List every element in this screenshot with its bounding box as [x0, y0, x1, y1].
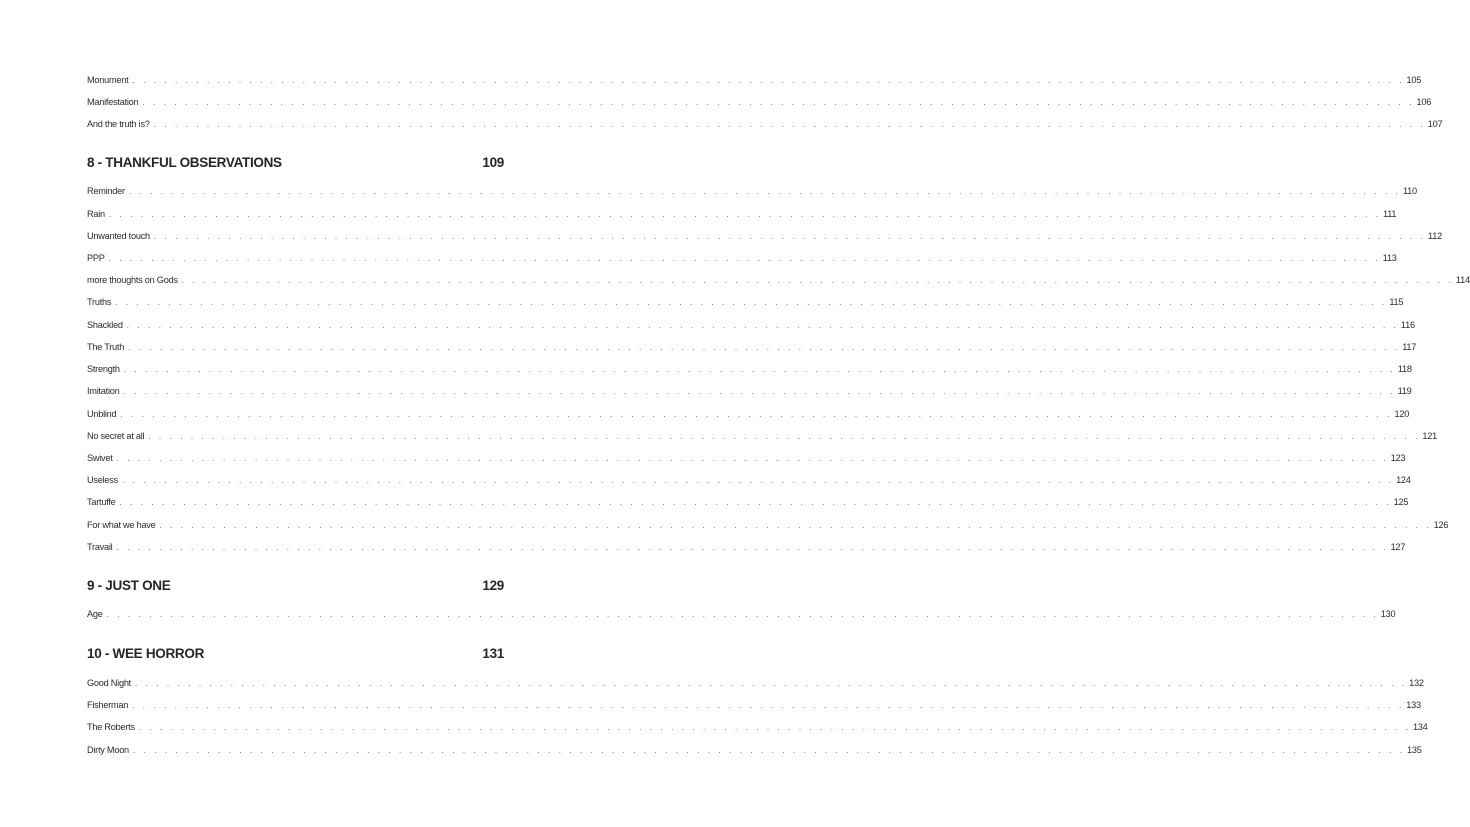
chapter-page-number: 109: [482, 155, 504, 170]
dot-leader: . . . . . . . . . . . . . . . . . . . . . . . . . . . . . . . . . . . . . . . . . . . . . . . . . . . . . . . . . . . . . . . . . . . . . . . . . . . . . . . . . . . . . . . . . . . . . . . . . . . . . . . . . . . . . . . . . . . . . . . .: [134, 679, 1408, 688]
entry-title: Strength: [87, 364, 120, 374]
entry-page-number: 134: [1412, 722, 1428, 732]
entry-title: PPP: [87, 253, 105, 263]
dot-leader: . . . . . . . . . . . . . . . . . . . . . . . . . . . . . . . . . . . . . . . . . . . . . . . . . . . . . . . . . . . . . . . . . . . . . . . . . . . . . . . . . . . . . . . . . . . . . . . . . . . . . . . . . . . . . . . . . . . . . . . .: [123, 387, 1396, 396]
toc-entry: [87, 452, 1406, 465]
toc-entry: [87, 677, 1424, 690]
toc-entry: [87, 474, 1411, 487]
entry-title: Imitation: [87, 386, 120, 396]
entry-title: Good Night: [87, 678, 131, 688]
entry-title: No secret at all: [87, 431, 145, 441]
dot-leader: . . . . . . . . . . . . . . . . . . . . . . . . . . . . . . . . . . . . . . . . . . . . . . . . . . . . . . . . . . . . . . . . . . . . . . . . . . . . . . . . . . . . . . . . . . . . . . . . . . . . . . . . . . . . . . . . . . . . . . . .: [123, 365, 1396, 374]
entry-page-number: 132: [1409, 678, 1424, 688]
toc-chapter-heading: [87, 646, 504, 662]
toc-chapter-heading: [87, 155, 504, 171]
entry-page-number: 115: [1389, 297, 1404, 307]
entry-page-number: 117: [1402, 342, 1417, 352]
entry-page-number: 121: [1422, 431, 1437, 441]
entry-title: Truths: [87, 297, 112, 307]
entry-page-number: 113: [1382, 253, 1397, 263]
entry-title: Unwanted touch: [87, 231, 150, 241]
toc-entry: [87, 274, 1470, 287]
toc-entry: [87, 185, 1417, 198]
entry-page-number: 106: [1416, 97, 1432, 107]
dot-leader: . . . . . . . . . . . . . . . . . . . . . . . . . . . . . . . . . . . . . . . . . . . . . . . . . . . . . . . . . . . . . . . . . . . . . . . . . . . . . . . . . . . . . . . . . . . . . . . . . . . . . . . . . . . . . . . . . . . . . . . .: [128, 343, 1401, 352]
entry-title: Travail: [87, 542, 113, 552]
entry-title: And the truth is?: [87, 119, 150, 129]
toc-entry: [87, 496, 1409, 509]
dot-leader: . . . . . . . . . . . . . . . . . . . . . . . . . . . . . . . . . . . . . . . . . . . . . . . . . . . . . . . . . . . . . . . . . . . . . . . . . . . . . . . . . . . . . . . . . . . . . . . . . . . . . . . . . . . . . . . . . . . . . . . .: [116, 454, 1389, 463]
entry-title: Dirty Moon: [87, 745, 129, 755]
toc-entry: [87, 385, 1412, 398]
toc-entry: [87, 608, 1396, 621]
chapter-title: 10 - WEE HORROR: [87, 646, 205, 661]
entry-title: Monument: [87, 75, 129, 85]
toc-entry: [87, 408, 1410, 421]
toc-entry: [87, 744, 1422, 757]
entry-page-number: 135: [1407, 745, 1422, 755]
entry-title: Tartuffe: [87, 497, 116, 507]
toc-entry: [87, 341, 1417, 354]
toc-entry: [87, 252, 1397, 265]
dot-leader: . . . . . . . . . . . . . . . . . . . . . . . . . . . . . . . . . . . . . . . . . . . . . . . . . . . . . . . . . . . . . . . . . . . . . . . . . . . . . . . . . . . . . . . . . . . . . . . . . . . . . . . . . . . . . . . . . . . . . . . .: [126, 321, 1399, 330]
entry-title: Reminder: [87, 186, 125, 196]
entry-page-number: 133: [1406, 700, 1421, 710]
chapter-page-number: 129: [482, 578, 504, 593]
entry-title: Manifestation: [87, 97, 139, 107]
entry-page-number: 105: [1406, 75, 1422, 85]
toc-entry: [87, 208, 1397, 221]
entry-title: Age: [87, 609, 103, 619]
entry-page-number: 114: [1455, 275, 1470, 285]
chapter-page-number: 131: [482, 646, 504, 661]
toc-entry: [87, 96, 1432, 109]
dot-leader: . . . . . . . . . . . . . . . . . . . . . . . . . . . . . . . . . . . . . . . . . . . . . . . . . . . . . . . . . . . . . . . . . . . . . . . . . . . . . . . . . . . . . . . . . . . . . . . . . . . . . . . . . . . . . . . . . . . . . . . .: [108, 254, 1381, 263]
dot-leader: . . . . . . . . . . . . . . . . . . . . . . . . . . . . . . . . . . . . . . . . . . . . . . . . . . . . . . . . . . . . . . . . . . . . . . . . . . . . . . . . . . . . . . . . . . . . . . . . . . . . . . . . . . . . . . . . . . . . . . . .: [121, 476, 1395, 485]
dot-leader: . . . . . . . . . . . . . . . . . . . . . . . . . . . . . . . . . . . . . . . . . . . . . . . . . . . . . . . . . . . . . . . . . . . . . . . . . . . . . . . . . . . . . . . . . . . . . . . . . . . . . . . . . . . . . . . . . . . . . . . .: [148, 432, 1421, 441]
entry-page-number: 127: [1390, 542, 1406, 552]
entry-page-number: 110: [1402, 186, 1417, 196]
entry-page-number: 124: [1396, 475, 1411, 485]
entry-title: Useless: [87, 475, 118, 485]
toc-entry: [87, 541, 1406, 554]
toc-entry: [87, 430, 1437, 443]
entry-title: Rain: [87, 209, 105, 219]
entry-title: Shackled: [87, 320, 123, 330]
entry-title: The Roberts: [87, 722, 135, 732]
entry-page-number: 118: [1397, 364, 1412, 374]
dot-leader: . . . . . . . . . . . . . . . . . . . . . . . . . . . . . . . . . . . . . . . . . . . . . . . . . . . . . . . . . . . . . . . . . . . . . . . . . . . . . . . . . . . . . . . . . . . . . . . . . . . . . . . . . . . . . . . . . . . . . . . .: [106, 610, 1379, 619]
toc-entry: [87, 230, 1442, 243]
chapter-title: 9 - JUST ONE: [87, 578, 171, 593]
dot-leader: . . . . . . . . . . . . . . . . . . . . . . . . . . . . . . . . . . . . . . . . . . . . . . . . . . . . . . . . . . . . . . . . . . . . . . . . . . . . . . . . . . . . . . . . . . . . . . . . . . . . . . . . . . . . . . . . . . . . . . . .: [115, 298, 1388, 307]
toc-entry: [87, 699, 1421, 712]
toc-entry: [87, 118, 1443, 131]
entry-title: more thoughts on Gods: [87, 275, 178, 285]
entry-page-number: 120: [1394, 409, 1410, 419]
entry-page-number: 119: [1397, 386, 1412, 396]
dot-leader: . . . . . . . . . . . . . . . . . . . . . . . . . . . . . . . . . . . . . . . . . . . . . . . . . . . . . . . . . . . . . . . . . . . . . . . . . . . . . . . . . . . . . . . . . . . . . . . . . . . . . . . . . . . . . . . . . . . . . . . .: [142, 98, 1415, 107]
entry-title: Unblind: [87, 409, 117, 419]
toc-entry: [87, 363, 1412, 376]
toc-chapter-heading: [87, 578, 504, 594]
entry-page-number: 125: [1393, 497, 1409, 507]
dot-leader: . . . . . . . . . . . . . . . . . . . . . . . . . . . . . . . . . . . . . . . . . . . . . . . . . . . . . . . . . . . . . . . . . . . . . . . . . . . . . . . . . . . . . . . . . . . . . . . . . . . . . . . . . . . . . . . . . . . . . . . .: [116, 543, 1389, 552]
toc-entry: [87, 296, 1404, 309]
dot-leader: . . . . . . . . . . . . . . . . . . . . . . . . . . . . . . . . . . . . . . . . . . . . . . . . . . . . . . . . . . . . . . . . . . . . . . . . . . . . . . . . . . . . . . . . . . . . . . . . . . . . . . . . . . . . . . . . . . . . . . . .: [120, 410, 1393, 419]
dot-leader: . . . . . . . . . . . . . . . . . . . . . . . . . . . . . . . . . . . . . . . . . . . . . . . . . . . . . . . . . . . . . . . . . . . . . . . . . . . . . . . . . . . . . . . . . . . . . . . . . . . . . . . . . . . . . . . . . . . . . . . .: [159, 521, 1432, 530]
entry-title: Swivet: [87, 453, 113, 463]
dot-leader: . . . . . . . . . . . . . . . . . . . . . . . . . . . . . . . . . . . . . . . . . . . . . . . . . . . . . . . . . . . . . . . . . . . . . . . . . . . . . . . . . . . . . . . . . . . . . . . . . . . . . . . . . . . . . . . . . . . . . . . .: [153, 232, 1427, 241]
entry-page-number: 130: [1380, 609, 1396, 619]
dot-leader: . . . . . . . . . . . . . . . . . . . . . . . . . . . . . . . . . . . . . . . . . . . . . . . . . . . . . . . . . . . . . . . . . . . . . . . . . . . . . . . . . . . . . . . . . . . . . . . . . . . . . . . . . . . . . . . . . . . . . . . .: [132, 701, 1405, 710]
dot-leader: . . . . . . . . . . . . . . . . . . . . . . . . . . . . . . . . . . . . . . . . . . . . . . . . . . . . . . . . . . . . . . . . . . . . . . . . . . . . . . . . . . . . . . . . . . . . . . . . . . . . . . . . . . . . . . . . . . . . . . . .: [153, 120, 1426, 129]
entry-title: For what we have: [87, 520, 156, 530]
dot-leader: . . . . . . . . . . . . . . . . . . . . . . . . . . . . . . . . . . . . . . . . . . . . . . . . . . . . . . . . . . . . . . . . . . . . . . . . . . . . . . . . . . . . . . . . . . . . . . . . . . . . . . . . . . . . . . . . . . . . . . . .: [119, 498, 1392, 507]
dot-leader: . . . . . . . . . . . . . . . . . . . . . . . . . . . . . . . . . . . . . . . . . . . . . . . . . . . . . . . . . . . . . . . . . . . . . . . . . . . . . . . . . . . . . . . . . . . . . . . . . . . . . . . . . . . . . . . . . . . . . . . .: [181, 276, 1454, 285]
toc-entry: [87, 519, 1449, 532]
dot-leader: . . . . . . . . . . . . . . . . . . . . . . . . . . . . . . . . . . . . . . . . . . . . . . . . . . . . . . . . . . . . . . . . . . . . . . . . . . . . . . . . . . . . . . . . . . . . . . . . . . . . . . . . . . . . . . . . . . . . . . . .: [138, 723, 1411, 732]
entry-title: Fisherman: [87, 700, 129, 710]
entry-page-number: 112: [1428, 231, 1442, 241]
toc-entry: [87, 319, 1415, 332]
chapter-title: 8 - THANKFUL OBSERVATIONS: [87, 155, 282, 170]
entry-page-number: 116: [1400, 320, 1415, 330]
dot-leader: . . . . . . . . . . . . . . . . . . . . . . . . . . . . . . . . . . . . . . . . . . . . . . . . . . . . . . . . . . . . . . . . . . . . . . . . . . . . . . . . . . . . . . . . . . . . . . . . . . . . . . . . . . . . . . . . . . . . . . . .: [128, 187, 1401, 196]
toc-entry: [87, 74, 1422, 87]
dot-leader: . . . . . . . . . . . . . . . . . . . . . . . . . . . . . . . . . . . . . . . . . . . . . . . . . . . . . . . . . . . . . . . . . . . . . . . . . . . . . . . . . . . . . . . . . . . . . . . . . . . . . . . . . . . . . . . . . . . . . . . .: [132, 76, 1405, 85]
entry-page-number: 123: [1390, 453, 1406, 463]
entry-page-number: 111: [1383, 209, 1397, 219]
toc-entry: [87, 721, 1428, 734]
entry-page-number: 126: [1433, 520, 1449, 530]
dot-leader: . . . . . . . . . . . . . . . . . . . . . . . . . . . . . . . . . . . . . . . . . . . . . . . . . . . . . . . . . . . . . . . . . . . . . . . . . . . . . . . . . . . . . . . . . . . . . . . . . . . . . . . . . . . . . . . . . . . . . . . .: [108, 210, 1382, 219]
entry-title: The Truth: [87, 342, 125, 352]
dot-leader: . . . . . . . . . . . . . . . . . . . . . . . . . . . . . . . . . . . . . . . . . . . . . . . . . . . . . . . . . . . . . . . . . . . . . . . . . . . . . . . . . . . . . . . . . . . . . . . . . . . . . . . . . . . . . . . . . . . . . . . .: [132, 746, 1406, 755]
entry-page-number: 107: [1427, 119, 1443, 129]
